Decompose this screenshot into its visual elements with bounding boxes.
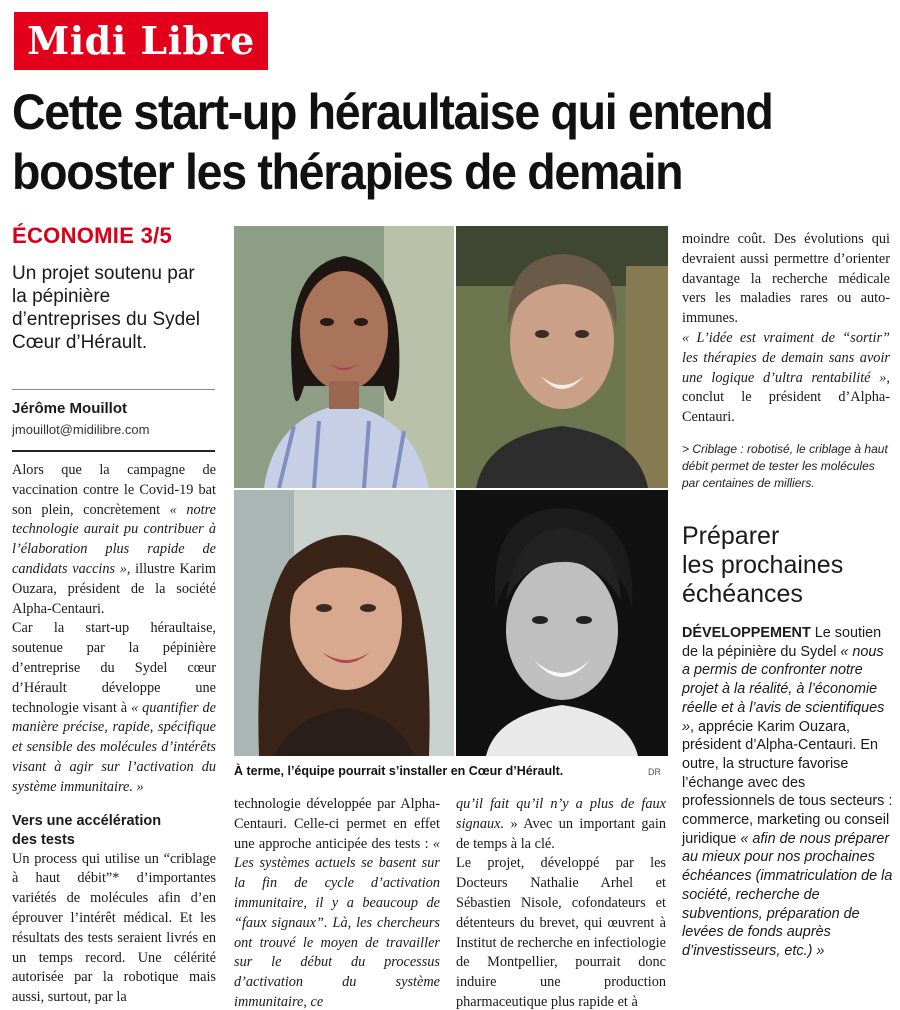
article-column-4	[682, 230, 890, 428]
paragraph: Alors que la campagne de vaccination contre le Covid-19 bat son plein, concrètement « notre technologie aurait pu contribuer à l’élaboration plus rapide de candidats vaccins », illustre Karim Ouzara, président de la société Alpha-Centauri.	[12, 462, 216, 617]
section-2-title: Préparer les prochaines échéances	[682, 522, 844, 608]
byline-rule-top	[12, 389, 215, 390]
byline-rule-bottom	[12, 450, 215, 452]
photo-caption: À terme, l’équipe pourrait s’installer en Cœur d’Hérault.	[234, 764, 564, 778]
standfirst: Un projet soutenu par la pépinière d’entreprises du Sydel Cœur d’Hérault.	[12, 263, 200, 353]
subheading: Vers une accélération des tests	[12, 812, 162, 848]
article-column-1	[12, 461, 216, 1008]
headline-line-1: Cette start-up héraultaise qui entend	[12, 84, 773, 140]
portrait-woman-1-photo	[234, 226, 454, 488]
paragraph: technologie développée par Alpha-Centauri. Celle-ci permet en effet une approche anticipée des tests : « Les systèmes actuels se basent sur la fin de cycle d’activation immunitaire, il y a beaucoup de “faux signaux”. Là, les chercheurs ont trouvé le moyen de travailler sur le début du processus d’activation du système immunitaire, ce	[234, 796, 440, 1010]
section-2-lead: DÉVELOPPEMENT	[682, 625, 811, 641]
portrait-woman-2-photo	[234, 490, 454, 756]
paragraph: Un process qui utilise un “criblage à haut débit”* d’importantes variétés de molécules afin d’en éprouver l’intérêt médical. Et les résultats des tests seraient livrés en un temps record. Une célérité autorisée par la robotique mais aussi, surtout, par la	[12, 850, 216, 1006]
paragraph: « L’idée est vraiment de “sortir” les thérapies de demain sans avoir une logique d’ultra rentabilité », conclut le président d’Alpha-Centauri.	[682, 329, 890, 426]
paragraph: qu’il fait qu’il n’y a plus de faux signaux. » Avec un important gain de temps à la clé.	[456, 796, 666, 852]
byline-author: Jérôme Mouillot	[12, 400, 128, 417]
headline	[12, 82, 892, 202]
section-rubric: ÉCONOMIE 3/5	[12, 223, 173, 248]
photo-credit: DR	[648, 767, 661, 777]
paragraph: Le projet, développé par les Docteurs Nathalie Arhel et Sébastien Nisole, cofondateurs et détenteurs du brevet, qui œuvrent à Institut de recherche en infectiologie de Montpellier, pourrait donc induire une production pharmaceutique plus rapide et à	[456, 855, 666, 1010]
headline-line-2: booster les thérapies de demain	[12, 144, 683, 200]
section-2-body: DÉVELOPPEMENT Le soutien de la pépinière du Sydel « nous a permis de confronter notre projet à la réalité, à l’économie réelle et à l’avis de scientifiques », apprécie Karim Ouzara, président d’Alpha-Centauri. En outre, la structure favorise l’échange avec des professionnels de tous secteurs : commerce, marketing ou conseil juridique « afin de nous préparer au mieux pour nos prochaines échéances (immatriculation de la société, recherche de subventions, préparation de levées de fonds auprès d’investisseurs, etc.) »	[682, 625, 893, 959]
byline-email: jmouillot@midilibre.com	[12, 422, 150, 437]
paragraph: Car la start-up héraultaise, soutenue par la pépinière d’entreprise du Sydel cœur d’Hérault développe une technologie visant à « quantifier de manière précise, rapide, spécifique et sensible des molécules d’intérêts visant à agir sur l’activation du système immunitaire. »	[12, 620, 217, 795]
portrait-man-2-photo	[456, 490, 668, 756]
portrait-grid	[234, 226, 668, 756]
article-column-2	[234, 795, 440, 1010]
portrait-man-1-photo	[456, 226, 668, 488]
article-column-3	[456, 795, 666, 1010]
midi-libre-logo: Midi Libre	[14, 12, 268, 70]
glossary-note: > Criblage : robotisé, le criblage à haut débit permet de tester les molécules par centaines de milliers.	[682, 442, 888, 490]
paragraph: moindre coût. Des évolutions qui devraient aussi permettre d’orienter davantage la recherche médicale vers les maladies rares ou auto-immunes.	[682, 231, 890, 327]
